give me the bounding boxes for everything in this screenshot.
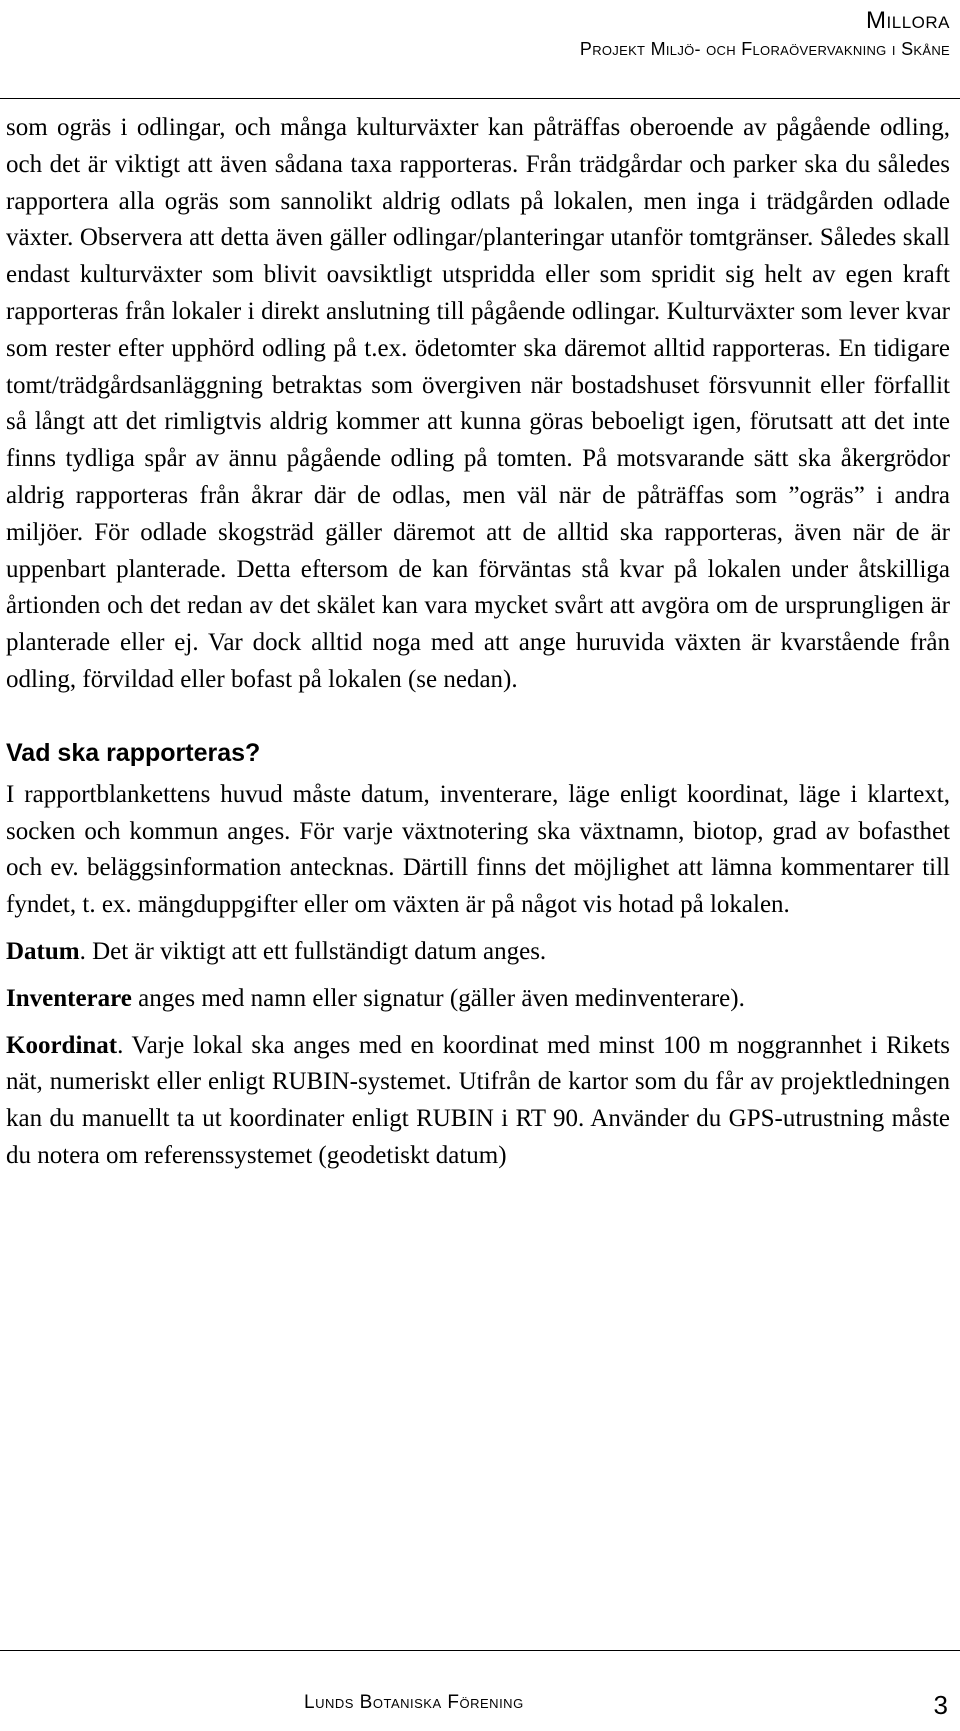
paragraph-datum: [6, 934, 950, 971]
paragraph-reporting-rules: som ogräs i odlingar, och många kulturväxter kan påträffas oberoende av pågående odling, och det är viktigt att även sådana taxa rapporteras. Från trädgårdar och parker ska du således rapportera alla ogräs som sannolikt aldrig odlats på lokalen, men inga i trädgården odlade växter. Observera att detta även gäller odlingar/planteringar utanför tomtgränser. Således skall endast kulturväxter som blivit oavsiktligt utspridda eller som spridit sig helt av egen kraft rapporteras från lokaler i direkt anslutning till pågående odlingar. Kulturväxter som lever kvar som rester efter upphörd odling på t.ex. ödetomter ska däremot alltid rapporteras. En tidigare tomt/trädgårdsanläggning betraktas som övergiven när bostadshuset försvunnit eller förfallit så långt att det rimligtvis aldrig kommer att kunna göras beboeligt igen, förutsatt att det inte finns tydliga spår av ännu pågående odling på tomten. På motsvarande sätt ska åkergrödor aldrig rapporteras från åkrar där de odlas, men väl när de påträffas som ”ogräs” i andra miljöer. För odlade skogsträd gäller däremot att de alltid ska rapporteras, även när de är uppenbart planterade. Detta eftersom de kan förväntas stå kvar på lokalen under åtskilliga årtionden och det redan av det skälet kan vara mycket svårt att avgöra om de ursprungligen är planterade eller ej. Var dock alltid noga med att ange huruvida växten är kvarstående från odling, förvildad eller bofast på lokalen (se nedan).: [6, 114, 950, 693]
page-number: 3: [933, 1690, 948, 1720]
paragraph-inventerare: [6, 981, 950, 1018]
text-koordinat: . Varje lokal ska anges med en koordinat med minst 100 m noggrannhet i Rikets nät, numeriskt eller enligt RUBIN-systemet. Utifrån de kartor som du får av projektledningen kan du manuellt ta ut koordinater enligt RUBIN i RT 90. Använder du GPS-utrustning måste du notera om referenssystemet (geodetiskt datum): [6, 1031, 950, 1169]
section-heading: Vad ska rapporteras?: [6, 738, 261, 767]
term-datum: Datum: [6, 937, 80, 965]
text-inventerare: anges med namn eller signatur (gäller även medinventerare).: [131, 984, 745, 1012]
paragraph-koordinat: [6, 1028, 950, 1175]
term-inventerare: Inventerare: [6, 984, 132, 1012]
footer-rule: [0, 1650, 960, 1651]
header-subtitle: Projekt Miljö- och Floraövervakning i Skåne: [579, 39, 950, 59]
term-koordinat: Koordinat: [6, 1031, 118, 1059]
page-header: [10, 0, 950, 60]
header-title: Millora: [866, 7, 950, 34]
page-footer: [0, 1688, 960, 1728]
header-rule: [0, 98, 960, 99]
footer-organization: Lunds Botaniska Förening: [304, 1692, 524, 1713]
text-datum: . Det är viktigt att ett fullständigt datum anges.: [79, 937, 547, 965]
paragraph-report-form: I rapportblankettens huvud måste datum, inventerare, läge enligt koordinat, läge i klartext, socken och kommun anges. För varje växtnotering ska växtnamn, biotop, grad av bofasthet och ev. beläggsinformation antecknas. Därtill finns det möjlighet att lämna kommentarer till fyndet, t. ex. mängduppgifter eller om växten är på något vis hotad på lokalen.: [6, 780, 950, 919]
document-body: [6, 110, 950, 1175]
